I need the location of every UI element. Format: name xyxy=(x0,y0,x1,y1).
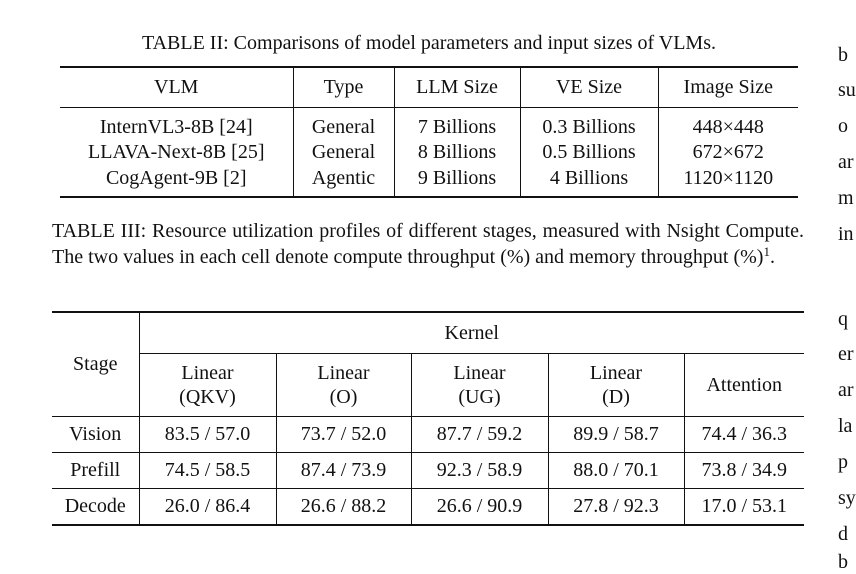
table-cell: 83.5 / 57.0 xyxy=(139,417,276,453)
table3-caption-end: . xyxy=(769,246,775,268)
header-line2: (D) xyxy=(602,386,630,408)
text-fragment: ar xyxy=(838,151,854,173)
table2-header-vlm: VLM xyxy=(60,67,293,107)
header-line2: (O) xyxy=(329,386,358,408)
table-cell: 87.7 / 59.2 xyxy=(411,417,548,453)
header-line1: Linear xyxy=(589,362,643,384)
table-row xyxy=(60,107,798,139)
table2-header-llm-size: LLM Size xyxy=(394,67,520,107)
table-cell: InternVL3-8B [24] xyxy=(99,115,253,138)
text-fragment: in xyxy=(838,223,854,245)
table-cell: General xyxy=(293,107,394,139)
text-fragment: p xyxy=(838,451,848,473)
table3-header-linear-qkv xyxy=(139,354,276,417)
table2-header-type: Type xyxy=(293,67,394,107)
text-fragment: m xyxy=(838,187,854,209)
table3-header-linear-ug xyxy=(411,354,548,417)
table3-subheader-row xyxy=(52,354,804,417)
table-cell: General xyxy=(293,139,394,167)
table-cell: 8 Billions xyxy=(394,139,520,167)
table-cell: 7 Billions xyxy=(394,107,520,139)
text-fragment: er xyxy=(838,343,854,365)
table-cell: 672×672 xyxy=(658,139,798,167)
table-cell: 74.5 / 58.5 xyxy=(139,453,276,489)
header-line2: (QKV) xyxy=(179,386,236,408)
table3-header-attention xyxy=(684,354,804,417)
table-row xyxy=(60,139,798,167)
right-column-text-fragments xyxy=(838,0,856,574)
row-stage-label: Prefill xyxy=(52,453,139,489)
header-line2: (UG) xyxy=(458,386,501,408)
table3-header-stage: Stage xyxy=(52,312,139,417)
table-cell: 73.8 / 34.9 xyxy=(684,453,804,489)
table-row xyxy=(60,167,798,197)
header-line1: Attention xyxy=(706,374,783,396)
table3-caption-text: TABLE III: Resource utilization profiles of different stages, measured with Nsight Compute. The two values in each cell denote compute throughput (%) and memory throughput (%) xyxy=(52,220,804,268)
table-cell: 0.3 Billions xyxy=(520,107,658,139)
table-cell: 4 Billions xyxy=(520,167,658,197)
row-stage-label: Vision xyxy=(69,423,122,445)
table-row xyxy=(52,417,804,453)
table-cell: 26.6 / 88.2 xyxy=(276,489,411,525)
table2-vlm-comparison xyxy=(60,66,798,198)
text-fragment: q xyxy=(838,308,848,330)
text-fragment: b xyxy=(838,44,848,66)
table3-caption xyxy=(52,218,804,270)
table-cell: 26.0 / 86.4 xyxy=(139,489,276,525)
table-cell: 0.5 Billions xyxy=(520,139,658,167)
table2-header-row xyxy=(60,67,798,107)
header-line1: Linear xyxy=(181,362,234,384)
table-cell: 17.0 / 53.1 xyxy=(684,489,804,525)
header-line1: Linear xyxy=(453,362,506,384)
text-fragment: sy xyxy=(838,487,856,509)
text-fragment: b xyxy=(838,551,848,573)
table-cell: 1120×1120 xyxy=(658,167,798,197)
table-cell: 89.9 / 58.7 xyxy=(548,417,684,453)
text-fragment: o xyxy=(838,115,848,137)
header-line1: Linear xyxy=(317,362,370,384)
table-cell: 27.8 / 92.3 xyxy=(548,489,684,525)
table3-kernel-header-row xyxy=(52,312,804,354)
table-cell: CogAgent-9B [2] xyxy=(105,166,247,189)
table-cell: LLAVA-Next-8B [25] xyxy=(88,141,265,163)
table-row xyxy=(52,453,804,489)
table-cell: 26.6 / 90.9 xyxy=(411,489,548,525)
text-fragment: d xyxy=(838,523,848,545)
table3-header-kernel: Kernel xyxy=(139,312,804,354)
text-fragment: su xyxy=(838,79,856,101)
table-cell: 73.7 / 52.0 xyxy=(276,417,411,453)
table-cell: 87.4 / 73.9 xyxy=(276,453,411,489)
row-stage-label: Decode xyxy=(52,489,139,525)
table-cell: 74.4 / 36.3 xyxy=(684,417,804,453)
table-cell: 92.3 / 58.9 xyxy=(411,453,548,489)
table-cell: 448×448 xyxy=(658,107,798,139)
table2-caption: TABLE II: Comparisons of model parameters and input sizes of VLMs. xyxy=(141,32,717,54)
table2-header-ve-size: VE Size xyxy=(520,67,658,107)
table-cell: Agentic xyxy=(293,167,394,197)
table3-header-linear-d xyxy=(548,354,684,417)
footnote-marker: 1 xyxy=(763,244,770,259)
text-fragment: la xyxy=(838,415,853,437)
table-row xyxy=(52,489,804,525)
table3-resource-utilization xyxy=(52,311,804,526)
table-cell: 9 Billions xyxy=(394,167,520,197)
table2-header-image-size: Image Size xyxy=(658,67,798,107)
table3-header-linear-o xyxy=(276,354,411,417)
table-cell: 88.0 / 70.1 xyxy=(548,453,684,489)
text-fragment: ar xyxy=(838,379,854,401)
